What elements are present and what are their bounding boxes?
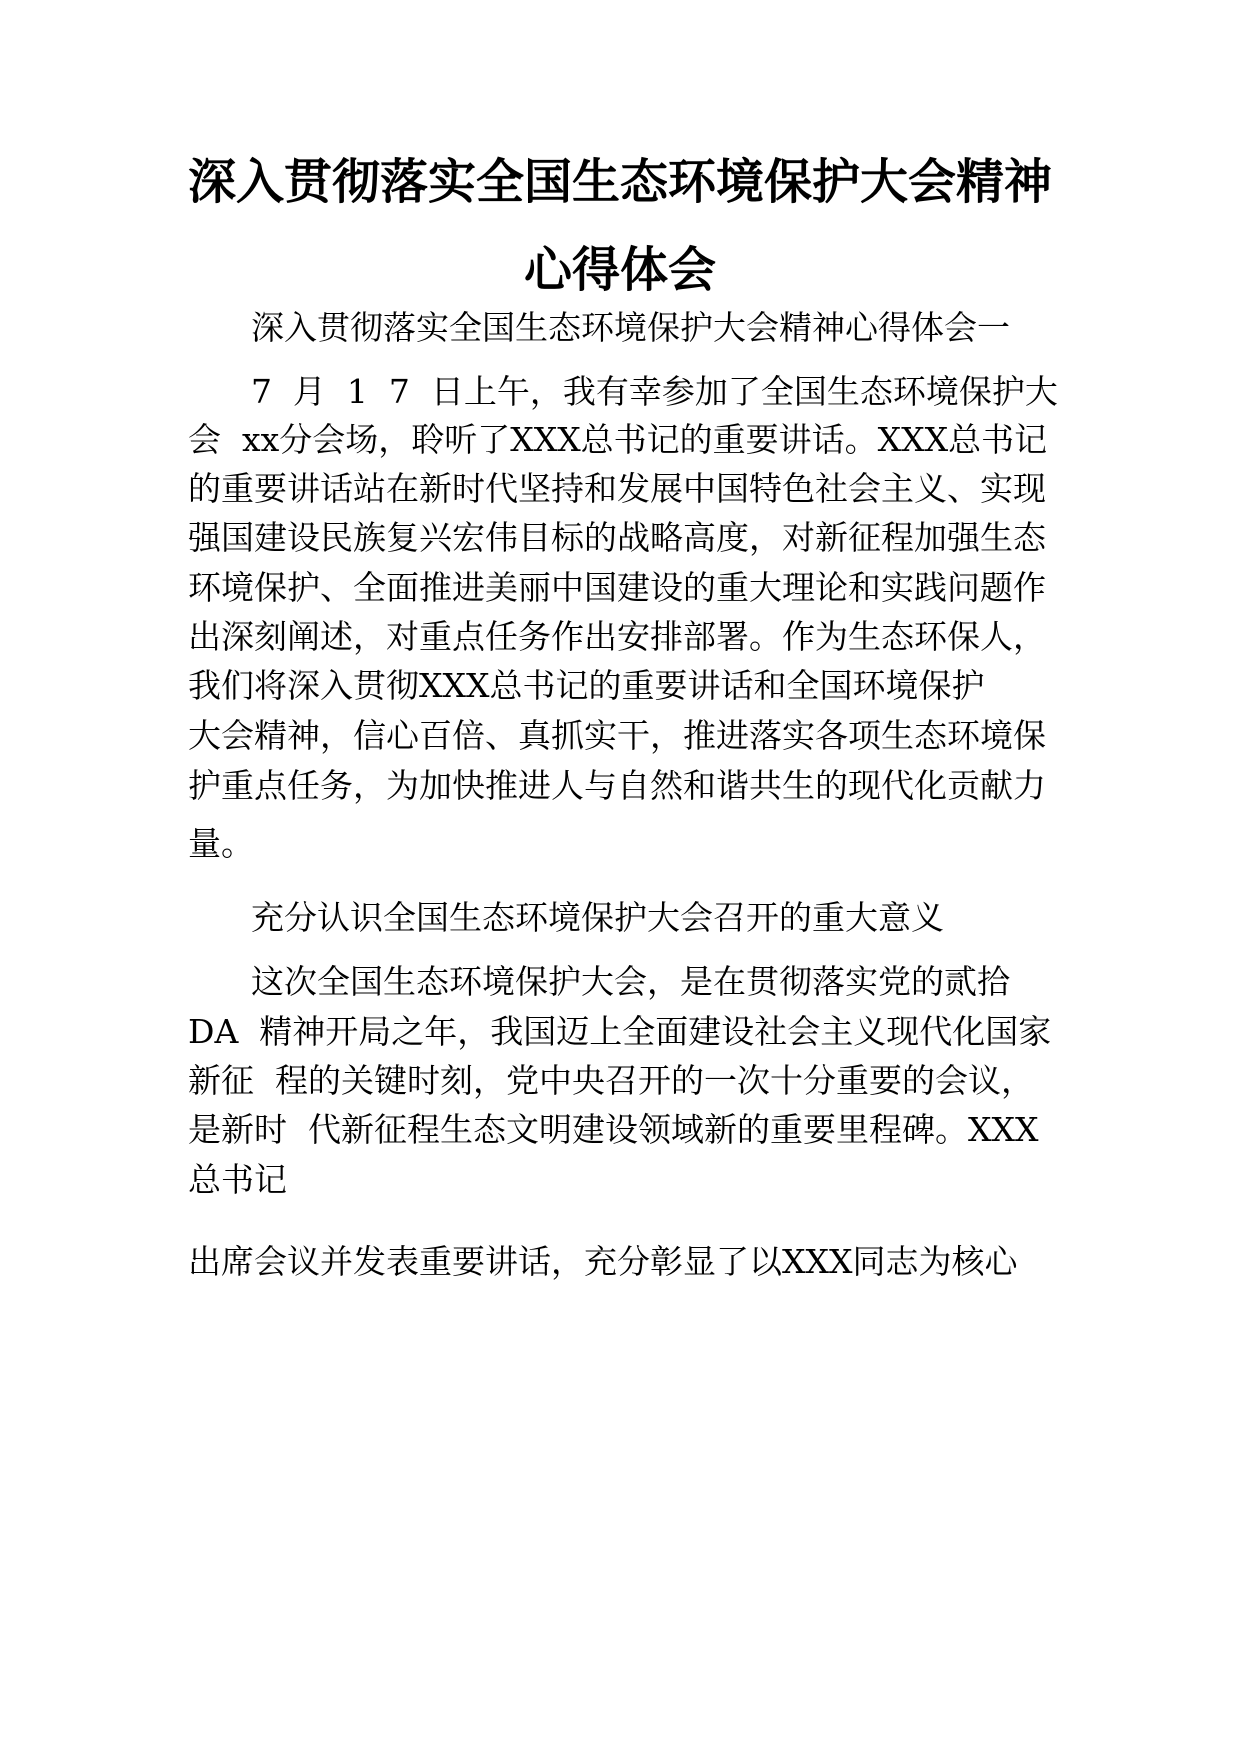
body-line-9: 护重点任务，为加快推进人与自然和谐共生的现代化贡献力 xyxy=(188,766,1046,805)
document-title-line-2: 心得体会 xyxy=(523,242,716,298)
body-line-13: 新征 程的关键时刻，党中央召开的一次十分重要的会议， xyxy=(188,1061,1034,1100)
body-line-12: DA 精神开局之年，我国迈上全面建设社会主义现代化国家 xyxy=(188,1012,1052,1051)
body-line-3: 的重要讲话站在新时代坚持和发展中国特色社会主义、实现 xyxy=(188,469,1046,508)
body-line-10: 量。 xyxy=(188,824,254,863)
body-line-2: 会 xx分会场，聆听了XXX总书记的重要讲话。XXX总书记 xyxy=(188,420,1048,459)
body-line-15: 总书记 xyxy=(188,1160,287,1199)
body-line-4: 强国建设民族复兴宏伟目标的战略高度，对新征程加强生态 xyxy=(188,518,1046,557)
body-line-7: 我们将深入贯彻XXX总书记的重要讲话和全国环境保护 xyxy=(188,666,985,705)
body-line-16: 出席会议并发表重要讲话，充分彰显了以XXX同志为核心 xyxy=(188,1242,1018,1281)
body-line-5: 环境保护、全面推进美丽中国建设的重大理论和实践问题作 xyxy=(188,568,1046,607)
body-line-14: 是新时 代新征程生态文明建设领域新的重要里程碑。XXX xyxy=(188,1110,1039,1149)
section-heading: 充分认识全国生态环境保护大会召开的重大意义 xyxy=(188,898,944,937)
body-line-8: 大会精神，信心百倍、真抓实干，推进落实各项生态环境保 xyxy=(188,716,1046,755)
body-line-1: 7 月 1 7 日上午，我有幸参加了全国生态环境保护大 xyxy=(188,372,1058,411)
document-title-line-1: 深入贯彻落实全国生态环境保护大会精神 xyxy=(187,154,1052,210)
subtitle-line: 深入贯彻落实全国生态环境保护大会精神心得体会一 xyxy=(188,308,1010,347)
body-line-6: 出深刻阐述，对重点任务作出安排部署。作为生态环保人， xyxy=(188,617,1046,656)
body-line-11: 这次全国生态环境保护大会，是在贯彻落实党的贰拾 xyxy=(188,962,1010,1001)
